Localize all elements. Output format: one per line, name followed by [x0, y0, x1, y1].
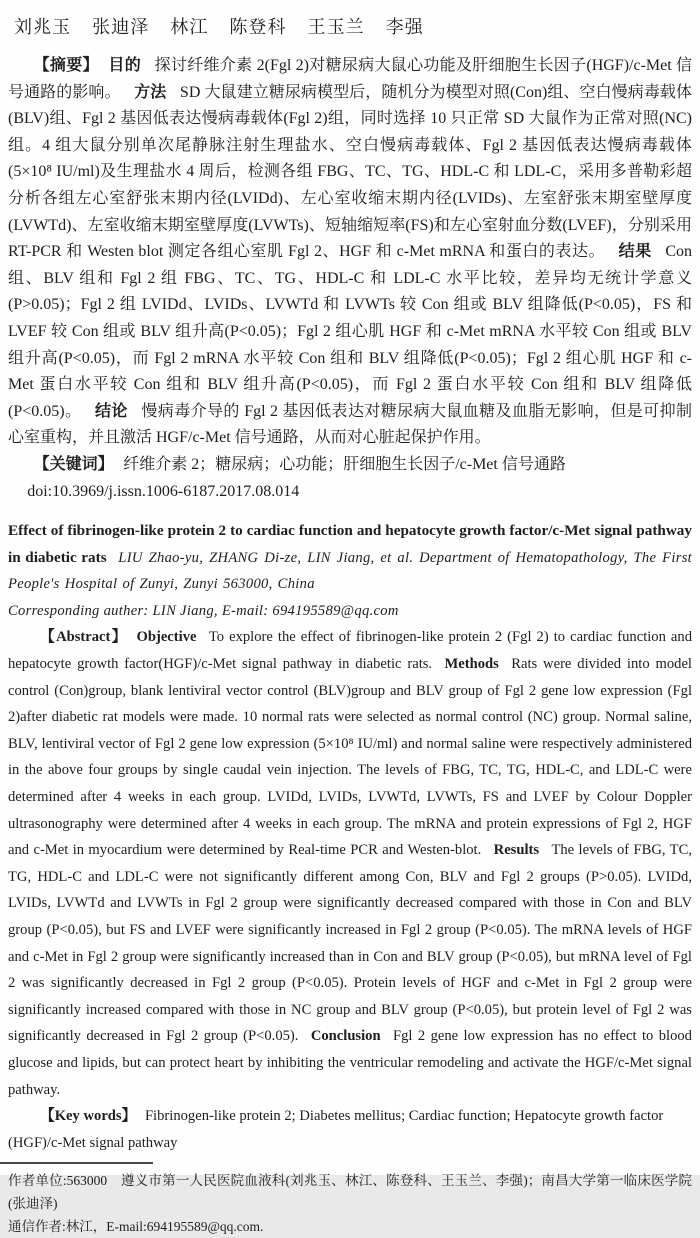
methods-cn-label: 方法 — [134, 83, 167, 101]
footnote-affiliation-line: 作者单位:563000 遵义市第一人民医院血液科(刘兆玉、林江、陈登科、王玉兰、李强)；南昌大学第一临床医学院(张迪泽) — [8, 1173, 692, 1212]
objective-cn-text: 探讨纤维介素 2(Fgl 2)对糖尿病大鼠心功能及肝细胞生长因子(HGF)/c-Met 信号通路的影响。 — [8, 57, 692, 101]
doi-line: doi:10.3969/j.issn.1006-6187.2017.08.014 — [27, 482, 300, 500]
authors-line — [14, 14, 692, 41]
author-name-6: 李强 — [385, 17, 424, 37]
english-title-paragraph — [8, 518, 692, 598]
results-en-text: The levels of FBG, TC, TG, HDL-C and LDL-C were not significantly different among Con, BLV and Fgl 2 groups (P>0.05). LVIDd, LVIDs, LVWTd and LVWTs in Fgl 2 group were significantly decreased compared with those in Con and BLV group (P<0.05), but FS and LVEF were significantly increased in Fgl 2 group (P<0.05). The mRNA levels of HGF and c-Met in Fgl 2 group were significantly increased than in Con and BLV group (P<0.05), but mRNA level of Fgl 2 was significantly decreased in Fgl 2 group (P<0.05). Protein levels of HGF and c-Met in Fgl 2 group were significantly increased compared with those in NC group and BLV group (P<0.05), but protein level of Fgl 2 was significantly decreased in Fgl 2 group (P<0.05). — [8, 842, 692, 1045]
footnote-rule — [0, 1162, 153, 1164]
abstract-en-label: 【Abstract】 — [40, 629, 128, 646]
english-section — [8, 518, 692, 1156]
keywords-en-label: 【Key words】 — [40, 1108, 137, 1125]
results-cn-label: 结果 — [618, 243, 652, 261]
methods-en-label: Methods — [444, 656, 499, 673]
methods-en-text: Rats were divided into model control (Con)group, blank lentiviral vector control (BLV)group and BLV group of Fgl 2 gene low expression (Fgl 2)after diabetic rat models were made. 10 normal rats were selected as normal control (NC) group. Normal saline, BLV, lentiviral vector of Fgl 2 gene low expression (5×10⁸ IU/ml) and normal saline were respectively administered in the above four groups by single caudal vein injection. The levels of FBG, TC, TG, HDL-C, and LDL-C were determined after 4 weeks in each group. LVIDd, LVIDs, LVWTd, LVWTs, FS and LVEF by Colour Doppler ultrasonography were determined after 4 weeks in each group. The mRNA and protein expressions of Fgl 2, HGF and c-Met in myocardium were determined by Real-time PCR and Westen-blot. — [8, 656, 692, 859]
abstract-cn-label: 【摘要】 — [33, 57, 99, 74]
author-name-5: 王玉兰 — [307, 17, 365, 37]
footnote — [8, 1162, 692, 1238]
keywords-en-text: Fibrinogen-like protein 2; Diabetes mellitus; Cardiac function; Hepatocyte growth factor (HGF)/c-Met signal pathway — [8, 1108, 664, 1151]
objective-en-label: Objective — [136, 629, 197, 646]
author-name-3: 林江 — [170, 17, 209, 37]
keywords-cn-line — [8, 452, 692, 479]
conclusion-cn-text: 慢病毒介导的 Fgl 2 基因低表达对糖尿病大鼠血糖及血脂无影响，但是可抑制心室重构，并且激活 HGF/c-Met 信号通路，从而对心脏起保护作用。 — [8, 402, 692, 447]
objective-cn-label: 目的 — [108, 57, 141, 74]
author-name-4: 陈登科 — [229, 17, 287, 37]
conclusion-cn-label: 结论 — [94, 402, 128, 420]
author-name-1: 刘兆玉 — [14, 17, 72, 37]
objective-en-text: To explore the effect of fibrinogen-like protein 2 (Fgl 2) to cardiac function and hepatocyte growth factor(HGF)/c-Met signal pathway in diabetic rats. — [8, 629, 692, 673]
footnote-correspondence-line: 通信作者:林江，E-mail:694195589@qq.com. — [8, 1219, 264, 1235]
results-en-label: Results — [493, 842, 540, 859]
abstract-cn-paragraph — [8, 53, 692, 452]
keywords-en-line — [8, 1103, 692, 1156]
methods-cn-text: SD 大鼠建立糖尿病模型后，随机分为模型对照(Con)组、空白慢病毒载体(BLV)组、Fgl 2 基因低表达慢病毒载体(Fgl 2)组，同时选择 10 只正常 SD 大鼠作为正常对照(NC)组。4 组大鼠分别单次尾静脉注射生理盐水、空白慢病毒载体、Fgl 2 基因低表达慢病毒载体(5×10⁸ IU/ml)及生理盐水 4 周后，检测各组 FBG、TC、TG、HDL-C 和 LDL-C，采用多普勒彩超分析各组左心室舒张末期内径(LVIDd)、左心室收缩末期内径(LVIDs)、左室舒张末期室壁厚度(LVWTd)、左室收缩末期室壁厚度(LVWTs)、短轴缩短率(FS)和左心室射血分数(LVEF)，分别采用 RT-PCR 和 Westen blot 测定各组心室肌 Fgl 2、HGF 和 c-Met mRNA 和蛋白的表达。 — [8, 83, 692, 261]
english-title: Effect of fibrinogen-like protein 2 to cardiac function and hepatocyte growth factor/c-Met signal pathway in diabetic rats — [8, 522, 692, 566]
chinese-abstract-section — [8, 53, 692, 505]
author-name-2: 张迪泽 — [92, 17, 150, 37]
keywords-cn-text: 纤维介素 2；糖尿病；心功能；肝细胞生长因子/c-Met 信号通路 — [123, 455, 566, 473]
results-cn-text: Con 组、BLV 组和 Fgl 2 组 FBG、TC、TG、HDL-C 和 LDL-C 水平比较，差异均无统计学意义(P>0.05)；Fgl 2 组 LVIDd、LVIDs、LVWTd 和 LVWTs 较 Con 组或 BLV 组降低(P<0.05)，FS 和 LVEF 较 Con 组或 BLV 组升高(P<0.05)；Fgl 2 组心肌 HGF 和 c-Met mRNA 水平较 Con 组或 BLV 组升高(P<0.05)，而 Fgl 2 mRNA 水平较 Con 组和 BLV 组降低(P<0.05)；Fgl 2 组心肌 HGF 和 c-Met 蛋白水平较 Con 组和 BLV 组升高(P<0.05)，而 Fgl 2 蛋白水平较 Con 组和 BLV 组降低(P<0.05)。 — [8, 243, 692, 420]
conclusion-en-label: Conclusion — [310, 1028, 381, 1045]
conclusion-en-text: Fgl 2 gene low expression has no effect to blood glucose and lipids, but can protect heart by inhibiting the ventricular remodeling and activate the HGF/c-Met signal pathway. — [8, 1028, 692, 1098]
corresponding-author-line: Corresponding auther: LIN Jiang, E-mail: 694195589@qq.com — [8, 602, 399, 619]
english-authors-affiliation: LIU Zhao-yu, ZHANG Di-ze, LIN Jiang, et al. Department of Hematopathology, The First People's Hospital of Zunyi, Zunyi 563000, China — [8, 549, 693, 593]
keywords-cn-label: 【关键词】 — [33, 455, 114, 473]
abstract-en-paragraph — [8, 624, 692, 1103]
